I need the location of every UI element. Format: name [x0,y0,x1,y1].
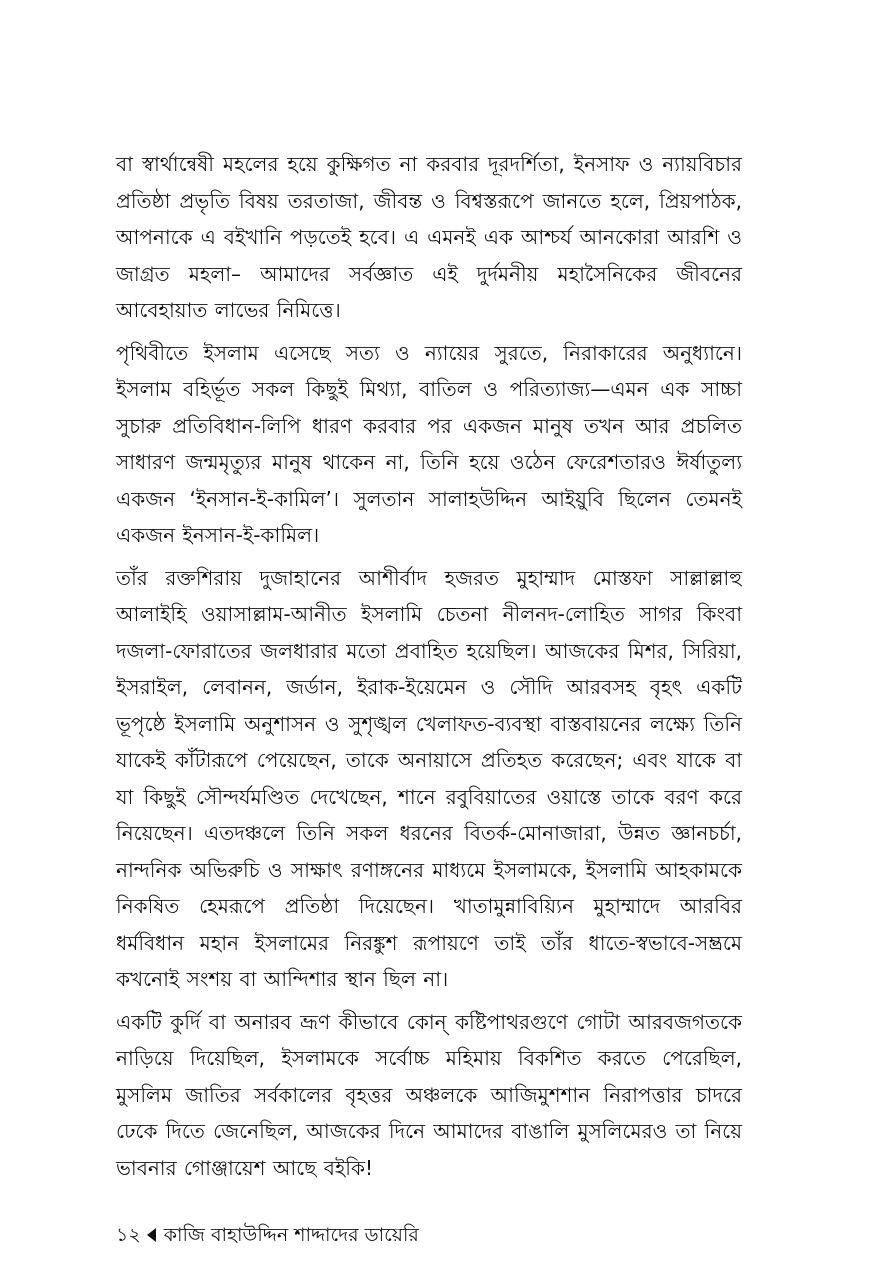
paragraph-4: একটি কুর্দি বা অনারব ভ্রূণ কীভাবে কোন্ কষ্টিপাথরগুণে গোটা আরবজগতকে নাড়িয়ে দিয়েছিল, ইসলামকে সর্বোচ্চ মহিমায় বিকশিত করতে পেরেছিল, মুসলিম জাতির সর্বকালের বৃহত্তর অঞ্চলকে আজিমুশশান নিরাপত্তার চাদরে ঢেকে দিতে জেনেছিল, আজকের দিনে আমাদের বাঙালি মুসলিমেরও তা নিয়ে ভাবনার গোঞ্জায়েশ আছে বইকি! [116,1009,742,1180]
running-title: কাজি বাহাউদ্দিন শাদ্দাদের ডায়েরি [163,1224,419,1246]
book-page-body [116,146,742,1192]
page-number: ১২ [116,1224,141,1246]
page-footer [116,1222,419,1248]
left-pointer-icon [147,1228,156,1242]
paragraph-3: তাঁর রক্তশিরায় দুজাহানের আশীর্বাদ হজরত মুহাম্মাদ মোস্তফা সাল্লাল্লাহু আলাইহি ওয়াসাল্লাম-আনীত ইসলামি চেতনা নীলনদ-লোহিত সাগর কিংবা দজলা-ফোরাতের জলধারার মতো প্রবাহিত হয়েছিল। আজকের মিশর, সিরিয়া, ইসরাইল, লেবানন, জর্ডান, ইরাক-ইয়েমেন ও সৌদি আরবসহ বৃহৎ একটি ভূপৃষ্ঠে ইসলামি অনুশাসন ও সুশৃঙ্খল খেলাফত-ব্যবস্থা বাস্তবায়নের লক্ষ্যে তিনি যাকেই কাঁটারূপে পেয়েছেন, তাকে অনায়াসে প্রতিহত করেছেন; এবং যাকে বা যা কিছুই সৌন্দর্যমণ্ডিত দেখেছেন, শানে রবুবিয়াতের ওয়াস্তে তাকে বরণ করে নিয়েছেন। এতদঞ্চলে তিনি সকল ধরনের বিতর্ক-মোনাজারা, উন্নত জ্ঞানচর্চা, নান্দনিক অভিরুচি ও সাক্ষাৎ রণাঙ্গনের মাধ্যমে ইসলামকে, ইসলামি আহকামকে নিকষিত হেমরূপে প্রতিষ্ঠা দিয়েছেন। খাতামুন্নাবিয়্যিন মুহাম্মাদে আরবির ধর্মবিধান মহান ইসলামের নিরঙ্কুশ রূপায়ণে তাই তাঁর ধাতে-স্বভাবে-সম্ভ্রমে কখনোই সংশয় বা আন্দিশার স্থান ছিল না। [116,565,742,991]
paragraph-1: বা স্বার্থান্বেষী মহলের হয়ে কুক্ষিগত না করবার দূরদর্শিতা, ইনসাফ ও ন্যায়বিচার প্রতিষ্ঠা প্রভৃতি বিষয় তরতাজা, জীবন্ত ও বিশ্বস্তরূপে জানতে হলে, প্রিয়পাঠক, আপনাকে এ বইখানি পড়তেই হবে। এ এমনই এক আশ্চর্য আনকোরা আরশি ও জাগ্রত মহলা– আমাদের সর্বজ্ঞাত এই দুর্দমনীয় মহাসৈনিকের জীবনের আবেহায়াত লাভের নিমিত্তে। [116,152,742,322]
paragraph-2: পৃথিবীতে ইসলাম এসেছে সত্য ও ন্যায়ের সুরতে, নিরাকারের অনুধ্যানে। ইসলাম বহির্ভূত সকল কিছুই মিথ্যা, বাতিল ও পরিত্যাজ্য—এমন এক সাচ্চা সুচারু প্রতিবিধান-লিপি ধারণ করবার পর একজন মানুষ তখন আর প্রচলিত সাধারণ জন্মমৃত্যুর মানুষ থাকেন না, তিনি হয়ে ওঠেন ফেরেশতারও ঈর্ষাতুল্য একজন ‘ইনসান-ই-কামিল’। সুলতান সালাহউদ্দিন আইয়ুবি ছিলেন তেমনই একজন ইনসান-ই-কামিল। [116,340,742,547]
